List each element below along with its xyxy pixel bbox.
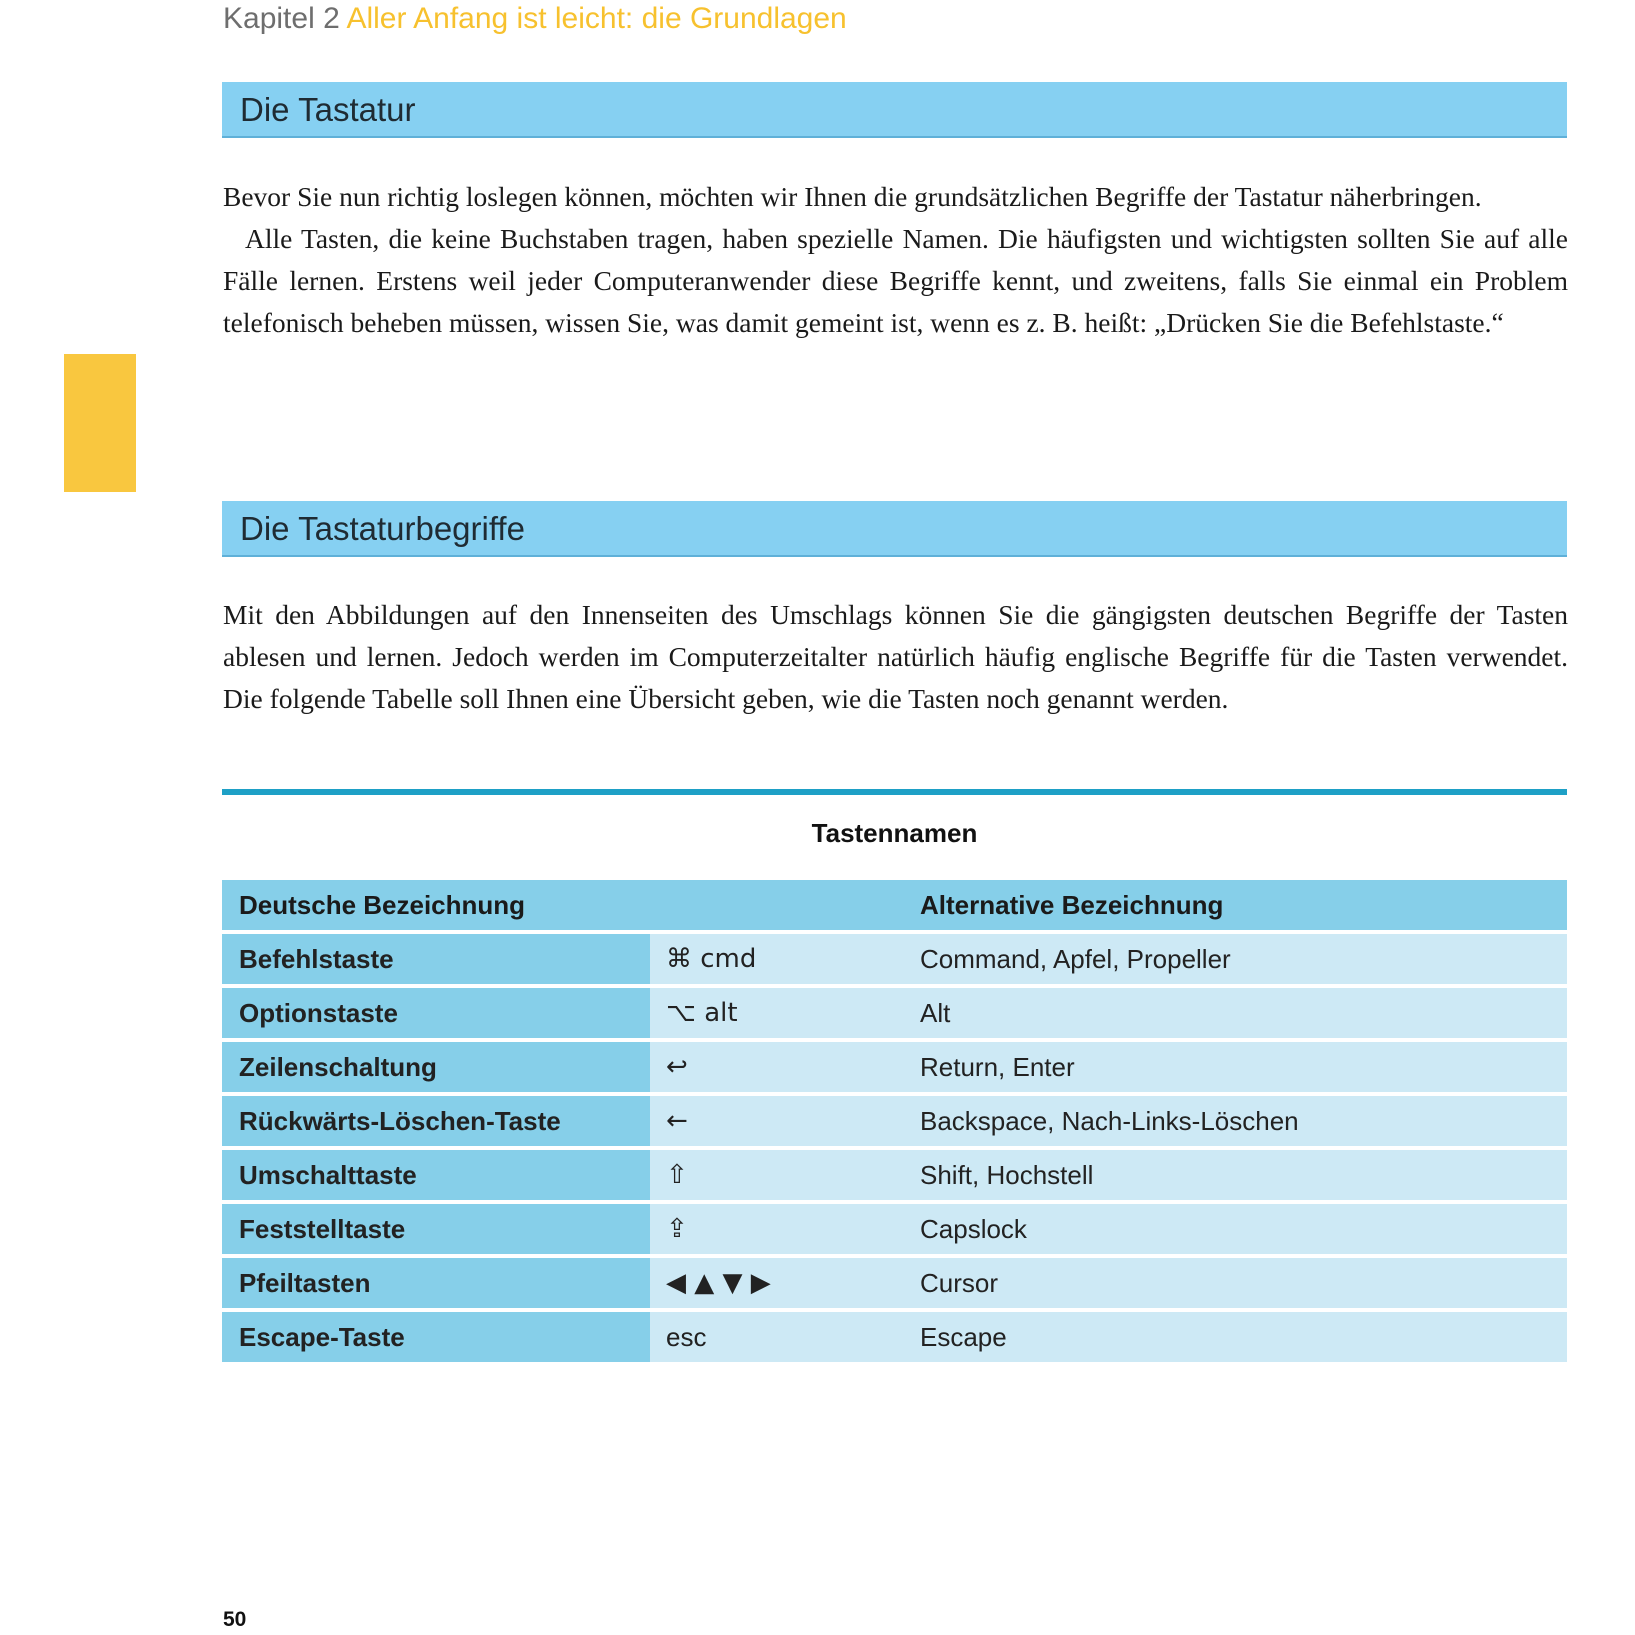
capslock-key-icon: ⇪ bbox=[650, 1204, 918, 1254]
shift-key-icon: ⇧ bbox=[650, 1150, 918, 1200]
cell-alternative: Capslock bbox=[918, 1204, 1567, 1254]
section-heading-tastatur: Die Tastatur bbox=[222, 82, 1567, 138]
table-header-row bbox=[222, 880, 1567, 930]
cell-german: Pfeiltasten bbox=[222, 1258, 650, 1308]
table-row bbox=[222, 1096, 1567, 1146]
cell-german: Rückwärts-Löschen-Taste bbox=[222, 1096, 650, 1146]
table-row bbox=[222, 1150, 1567, 1200]
backspace-key-icon: ← bbox=[650, 1096, 918, 1146]
cell-german: Umschalttaste bbox=[222, 1150, 650, 1200]
header-german: Deutsche Bezeichnung bbox=[222, 880, 918, 930]
paragraph: Bevor Sie nun richtig loslegen können, möchten wir Ihnen die grundsätzlichen Begriffe der Tastatur näherbringen. bbox=[223, 181, 1482, 212]
cell-alternative: Command, Apfel, Propeller bbox=[918, 934, 1567, 984]
cell-german: Zeilenschaltung bbox=[222, 1042, 650, 1092]
cell-symbol: esc bbox=[650, 1312, 918, 1362]
section-body-tastatur bbox=[223, 176, 1568, 344]
table-row bbox=[222, 988, 1567, 1038]
table-row bbox=[222, 1204, 1567, 1254]
cell-german: Escape-Taste bbox=[222, 1312, 650, 1362]
chapter-title: Aller Anfang ist leicht: die Grundlagen bbox=[346, 2, 847, 35]
page-number: 50 bbox=[223, 1608, 247, 1631]
paragraph: Mit den Abbildungen auf den Innenseiten des Umschlags können Sie die gängigsten deutschen Begriffe der Tasten ablesen und lernen. Jedoch werden im Computerzeitalter natürlich häufig englische Begriffe für die Tasten verwendet. Die folgende Tabelle soll Ihnen eine Übersicht geben, wie die Tasten noch genannt werden. bbox=[223, 599, 1568, 714]
chapter-thumb-tab bbox=[64, 354, 136, 492]
table-row bbox=[222, 1042, 1567, 1092]
cell-alternative: Alt bbox=[918, 988, 1567, 1038]
cell-german: Feststelltaste bbox=[222, 1204, 650, 1254]
table-caption: Tastennamen bbox=[811, 818, 978, 848]
chapter-label: Kapitel 2 bbox=[223, 2, 340, 35]
return-key-icon: ↩ bbox=[650, 1042, 918, 1092]
cell-alternative: Shift, Hochstell bbox=[918, 1150, 1567, 1200]
table-row bbox=[222, 934, 1567, 984]
key-names-table bbox=[222, 876, 1567, 1366]
cell-alternative: Backspace, Nach-Links-Löschen bbox=[918, 1096, 1567, 1146]
section-body-tastaturbegriffe bbox=[223, 594, 1568, 720]
cell-alternative: Cursor bbox=[918, 1258, 1567, 1308]
cell-german: Befehlstaste bbox=[222, 934, 650, 984]
section-heading-tastaturbegriffe: Die Tastaturbegriffe bbox=[222, 501, 1567, 557]
header-alternative: Alternative Bezeichnung bbox=[918, 880, 1567, 930]
option-key-icon: ⌥ alt bbox=[650, 988, 918, 1038]
cell-german: Optionstaste bbox=[222, 988, 650, 1038]
arrow-keys-icon: ◀ ▲ ▼ ▶ bbox=[650, 1258, 918, 1308]
table-top-rule bbox=[222, 789, 1567, 795]
cell-alternative: Return, Enter bbox=[918, 1042, 1567, 1092]
running-head bbox=[223, 2, 847, 36]
command-key-icon: ⌘ cmd bbox=[650, 934, 918, 984]
cell-alternative: Escape bbox=[918, 1312, 1567, 1362]
paragraph: Alle Tasten, die keine Buchstaben tragen, haben spezielle Namen. Die häufigsten und wichtigsten sollten Sie auf alle Fälle lernen. Erstens weil jeder Computeranwender diese Begriffe kennt, und zweitens, falls Sie einmal ein Problem telefonisch beheben müssen, wissen Sie, was damit gemeint ist, wenn es z. B. heißt: „Drücken Sie die Befehlstaste.“ bbox=[223, 223, 1568, 338]
table-row bbox=[222, 1258, 1567, 1308]
table-row bbox=[222, 1312, 1567, 1362]
